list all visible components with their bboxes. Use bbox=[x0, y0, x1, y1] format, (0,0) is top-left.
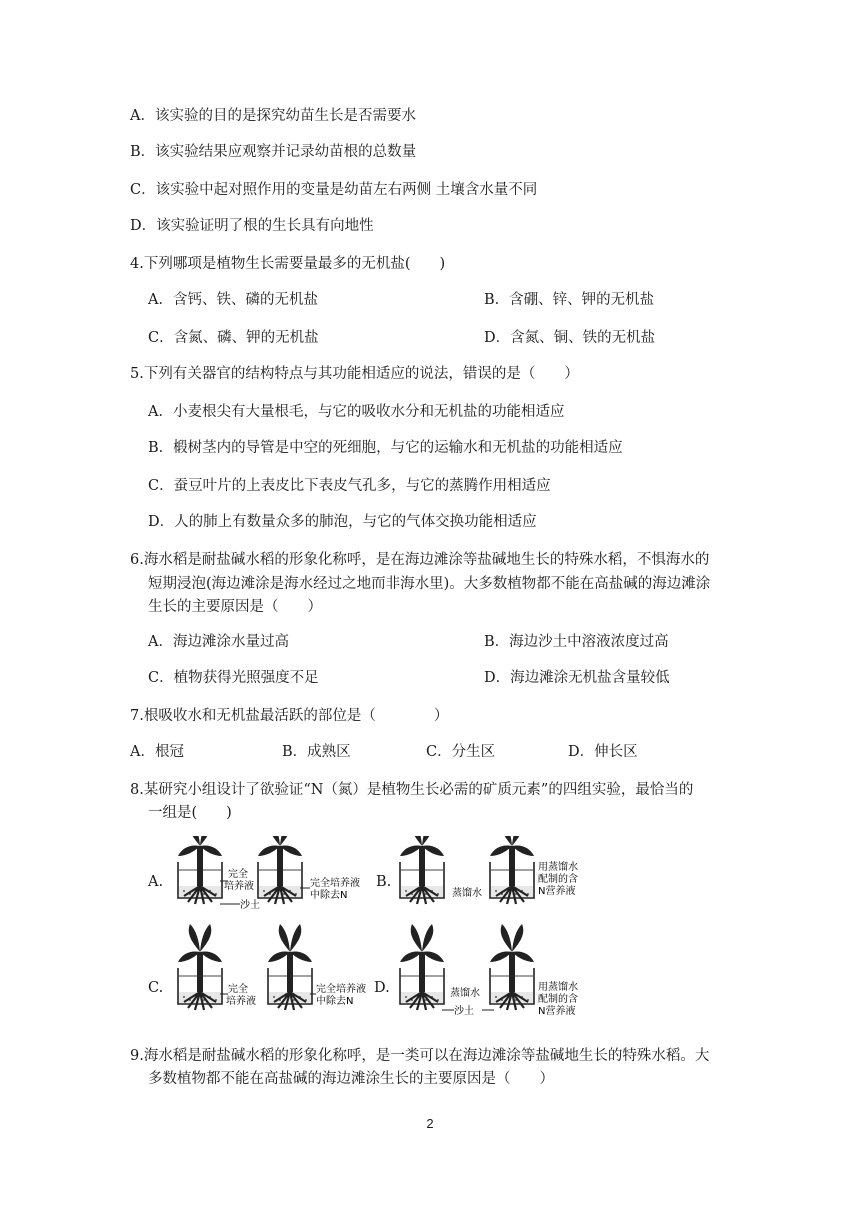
q8-stem-line-1: 8.某研究小组设计了欲验证“N（氮）是植物生长必需的矿质元素”的四组实验，最恰当的 bbox=[130, 782, 694, 798]
fig-c-label-full-2: 培养液 bbox=[226, 996, 256, 1007]
figure-c-plant-2 bbox=[268, 924, 312, 1010]
fig-b-label-n-3: N营养液 bbox=[538, 886, 576, 897]
q5-option-b: B．椴树茎内的导管是中空的死细胞，与它的运输水和无机盐的功能相适应 bbox=[148, 440, 623, 456]
fig-a-label-full-2: 培养液 bbox=[224, 881, 254, 892]
fig-c-label-full-1: 完全 bbox=[228, 984, 248, 995]
fig-a-label-minus-n-2: 中除去N bbox=[310, 890, 348, 901]
q8-figure-a-label: A. bbox=[148, 874, 164, 890]
q4-option-c: C．含氮、磷、钾的无机盐 bbox=[148, 330, 319, 346]
fig-a-label-minus-n-1: 完全培养液 bbox=[310, 878, 360, 889]
q3-option-c: C．该实验中起对照作用的变量是幼苗左右两侧 土壤含水量不同 bbox=[130, 182, 538, 198]
fig-b-label-n-1: 用蒸馏水 bbox=[538, 862, 578, 873]
figure-a-plant-1 bbox=[178, 836, 222, 904]
figure-b-plant-2 bbox=[490, 836, 534, 904]
q5-stem: 5.下列有关器官的结构特点与其功能相适应的说法，错误的是（ ） bbox=[130, 366, 579, 382]
figure-d-plant-1 bbox=[400, 924, 444, 1010]
figure-d-plant-2 bbox=[490, 924, 534, 1010]
fig-d-label-n-1: 用蒸馏水 bbox=[538, 982, 578, 993]
fig-c-label-minus-n-2: 中除去N bbox=[316, 996, 354, 1007]
q5-option-c: C．蚕豆叶片的上表皮比下表皮气孔多，与它的蒸腾作用相适应 bbox=[148, 478, 551, 494]
fig-a-label-full-1: 完全 bbox=[228, 869, 248, 880]
q4-option-b: B．含硼、锌、钾的无机盐 bbox=[484, 292, 655, 308]
q6-option-b: B．海边沙土中溶液浓度过高 bbox=[484, 634, 669, 650]
q8-stem-line-2: 一组是( ) bbox=[148, 805, 232, 821]
figure-c-plant-1 bbox=[178, 924, 222, 1010]
q9-stem-line-1: 9.海水稻是耐盐碱水稻的形象化称呼，是一类可以在海边滩涂等盐碱地生长的特殊水稻。大 bbox=[130, 1048, 710, 1064]
q4-option-a: A．含钙、铁、磷的无机盐 bbox=[148, 292, 318, 308]
fig-b-label-distilled: 蒸馏水 bbox=[452, 888, 482, 899]
fig-d-label-n-2: 配制的含 bbox=[538, 994, 578, 1005]
q3-option-a: A．该实验的目的是探究幼苗生长是否需要水 bbox=[130, 108, 416, 124]
q8-figure-d-label: D. bbox=[374, 980, 390, 996]
q6-stem-line-1: 6.海水稻是耐盐碱水稻的形象化称呼，是在海边滩涂等盐碱地生长的特殊水稻，不惧海水的 bbox=[130, 552, 710, 568]
q5-option-d: D．人的肺上有数量众多的肺泡，与它的气体交换功能相适应 bbox=[148, 514, 537, 530]
fig-d-label-n-3: N营养液 bbox=[538, 1006, 576, 1017]
q5-option-a: A．小麦根尖有大量根毛，与它的吸收水分和无机盐的功能相适应 bbox=[148, 404, 565, 420]
figure-b-plant-1 bbox=[400, 836, 444, 904]
q9-stem-line-2: 多数植物都不能在高盐碱的海边滩涂生长的主要原因是（ ） bbox=[148, 1071, 554, 1087]
q7-stem: 7.根吸收水和无机盐最活跃的部位是（ ） bbox=[130, 708, 449, 724]
q3-option-b: B．该实验结果应观察并记录幼苗根的总数量 bbox=[130, 144, 417, 160]
page-number: 2 bbox=[426, 1116, 434, 1131]
q4-stem: 4.下列哪项是植物生长需要量最多的无机盐( ) bbox=[130, 256, 446, 272]
q7-option-c: C．分生区 bbox=[426, 744, 496, 760]
fig-b-label-n-2: 配制的含 bbox=[538, 874, 578, 885]
q8-figure-b-label: B. bbox=[376, 874, 392, 890]
q3-option-d: D．该实验证明了根的生长具有向地性 bbox=[130, 218, 374, 234]
q8-figure-c-label: C. bbox=[148, 980, 164, 996]
q7-option-a: A．根冠 bbox=[130, 744, 184, 760]
q8-experiment-figures bbox=[160, 836, 600, 1036]
q6-stem-line-3: 生长的主要原因是（ ） bbox=[148, 599, 322, 615]
q6-option-d: D．海边滩涂无机盐含量较低 bbox=[484, 670, 670, 686]
q6-option-c: C．植物获得光照强度不足 bbox=[148, 670, 319, 686]
q4-option-d: D．含氮、铜、铁的无机盐 bbox=[484, 330, 656, 346]
fig-d-label-sand: 沙土 bbox=[454, 1006, 474, 1017]
q7-option-b: B．成熟区 bbox=[282, 744, 351, 760]
q6-option-a: A．海边滩涂水量过高 bbox=[148, 634, 289, 650]
q7-option-d: D．伸长区 bbox=[568, 744, 638, 760]
q6-stem-line-2: 短期浸泡(海边滩涂是海水经过之地而非海水里)。大多数植物都不能在高盐碱的海边滩涂 bbox=[148, 576, 711, 592]
fig-c-label-minus-n-1: 完全培养液 bbox=[316, 984, 366, 995]
figure-a-plant-2 bbox=[258, 836, 302, 904]
fig-a-label-sand: 沙土 bbox=[240, 900, 260, 911]
fig-d-label-distilled: 蒸馏水 bbox=[450, 988, 480, 999]
